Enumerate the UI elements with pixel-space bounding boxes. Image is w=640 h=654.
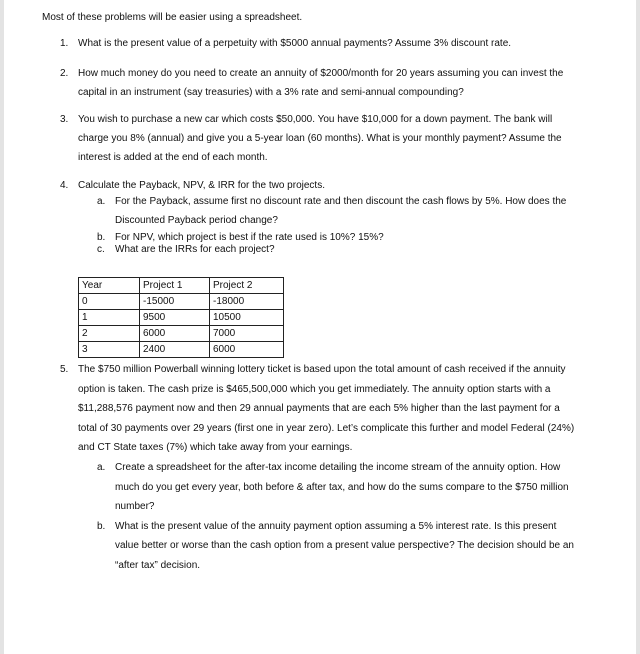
table-cell: 0 xyxy=(79,294,140,310)
table-row xyxy=(79,326,284,342)
question-number: 4. xyxy=(60,180,69,191)
table-cell: 7000 xyxy=(210,326,284,342)
subitem-text: For NPV, which project is best if the rate used is 10%? 15%? xyxy=(115,232,384,243)
intro-text: Most of these problems will be easier using a spreadsheet. xyxy=(42,12,303,23)
question-text: total of 30 payments over 29 years (first one in year zero). Let’s complicate this further and model Federal (24%) xyxy=(78,423,575,434)
table-header-row xyxy=(79,278,284,294)
question-text: option is taken. The cash prize is $465,500,000 which you get immediately. The annuity option starts with a xyxy=(78,384,551,395)
question-text: capital in an instrument (say treasuries) with a 3% rate and semi-annual compounding? xyxy=(78,87,464,98)
table-cell: 6000 xyxy=(140,326,210,342)
table-cell: -15000 xyxy=(140,294,210,310)
subitem-label: b. xyxy=(97,232,106,243)
subitem-text: “after tax” decision. xyxy=(115,560,201,571)
question-number: 3. xyxy=(60,114,69,125)
header-cell: Project 1 xyxy=(140,278,210,294)
subitem-text: Discounted Payback period change? xyxy=(115,215,278,226)
question-text: and CT State taxes (7%) which take away from your earnings. xyxy=(78,442,353,453)
header-cell: Year xyxy=(79,278,140,294)
question-text: You wish to purchase a new car which costs $50,000. You have $10,000 for a down payment. The bank will xyxy=(78,114,553,125)
question-text: Calculate the Payback, NPV, & IRR for the two projects. xyxy=(78,180,325,191)
subitem-text: For the Payback, assume first no discount rate and then discount the cash flows by 5%. How does the xyxy=(115,196,567,207)
subitem-text: much do you get every year, both before & after tax, and how do the sums compare to the $750 million xyxy=(115,482,569,493)
subitem-text: What are the IRRs for each project? xyxy=(115,244,275,255)
question-text: charge you 8% (annual) and give you a 5-year loan (60 months). What is your monthly payment? Assume the xyxy=(78,133,562,144)
subitem-text: Create a spreadsheet for the after-tax income detailing the income stream of the annuity option. How xyxy=(115,462,561,473)
cash-flow-table xyxy=(78,277,284,358)
question-text: What is the present value of a perpetuity with $5000 annual payments? Assume 3% discount rate. xyxy=(78,38,512,49)
table-cell: -18000 xyxy=(210,294,284,310)
table-cell: 1 xyxy=(79,310,140,326)
subitem-text: number? xyxy=(115,501,155,512)
table-row xyxy=(79,294,284,310)
header-cell: Project 2 xyxy=(210,278,284,294)
question-text: interest is added at the end of each month. xyxy=(78,152,268,163)
table-cell: 2 xyxy=(79,326,140,342)
question-number: 2. xyxy=(60,68,69,79)
question-text: How much money do you need to create an annuity of $2000/month for 20 years assuming you can invest the xyxy=(78,68,564,79)
question-number: 1. xyxy=(60,38,69,49)
subitem-label: c. xyxy=(97,244,105,255)
question-text: $11,288,576 payment now and then 29 annual payments that are each 5% higher than the last payment for a xyxy=(78,403,560,414)
subitem-text: What is the present value of the annuity payment option assuming a 5% interest rate. Is this present xyxy=(115,521,557,532)
table-cell: 9500 xyxy=(140,310,210,326)
table-row xyxy=(79,310,284,326)
question-text: The $750 million Powerball winning lottery ticket is based upon the total amount of cash received if the annuity xyxy=(78,364,566,375)
page-edge-right xyxy=(636,0,640,654)
page-edge-left xyxy=(0,0,4,654)
question-number: 5. xyxy=(60,364,69,375)
subitem-label: b. xyxy=(97,521,106,532)
subitem-label: a. xyxy=(97,196,106,207)
table-cell: 6000 xyxy=(210,342,284,358)
table-cell: 3 xyxy=(79,342,140,358)
table-cell: 2400 xyxy=(140,342,210,358)
table-cell: 10500 xyxy=(210,310,284,326)
subitem-label: a. xyxy=(97,462,106,473)
subitem-text: value better or worse than the cash option from a present value perspective? The decision should be an xyxy=(115,540,574,551)
table-row xyxy=(79,342,284,358)
